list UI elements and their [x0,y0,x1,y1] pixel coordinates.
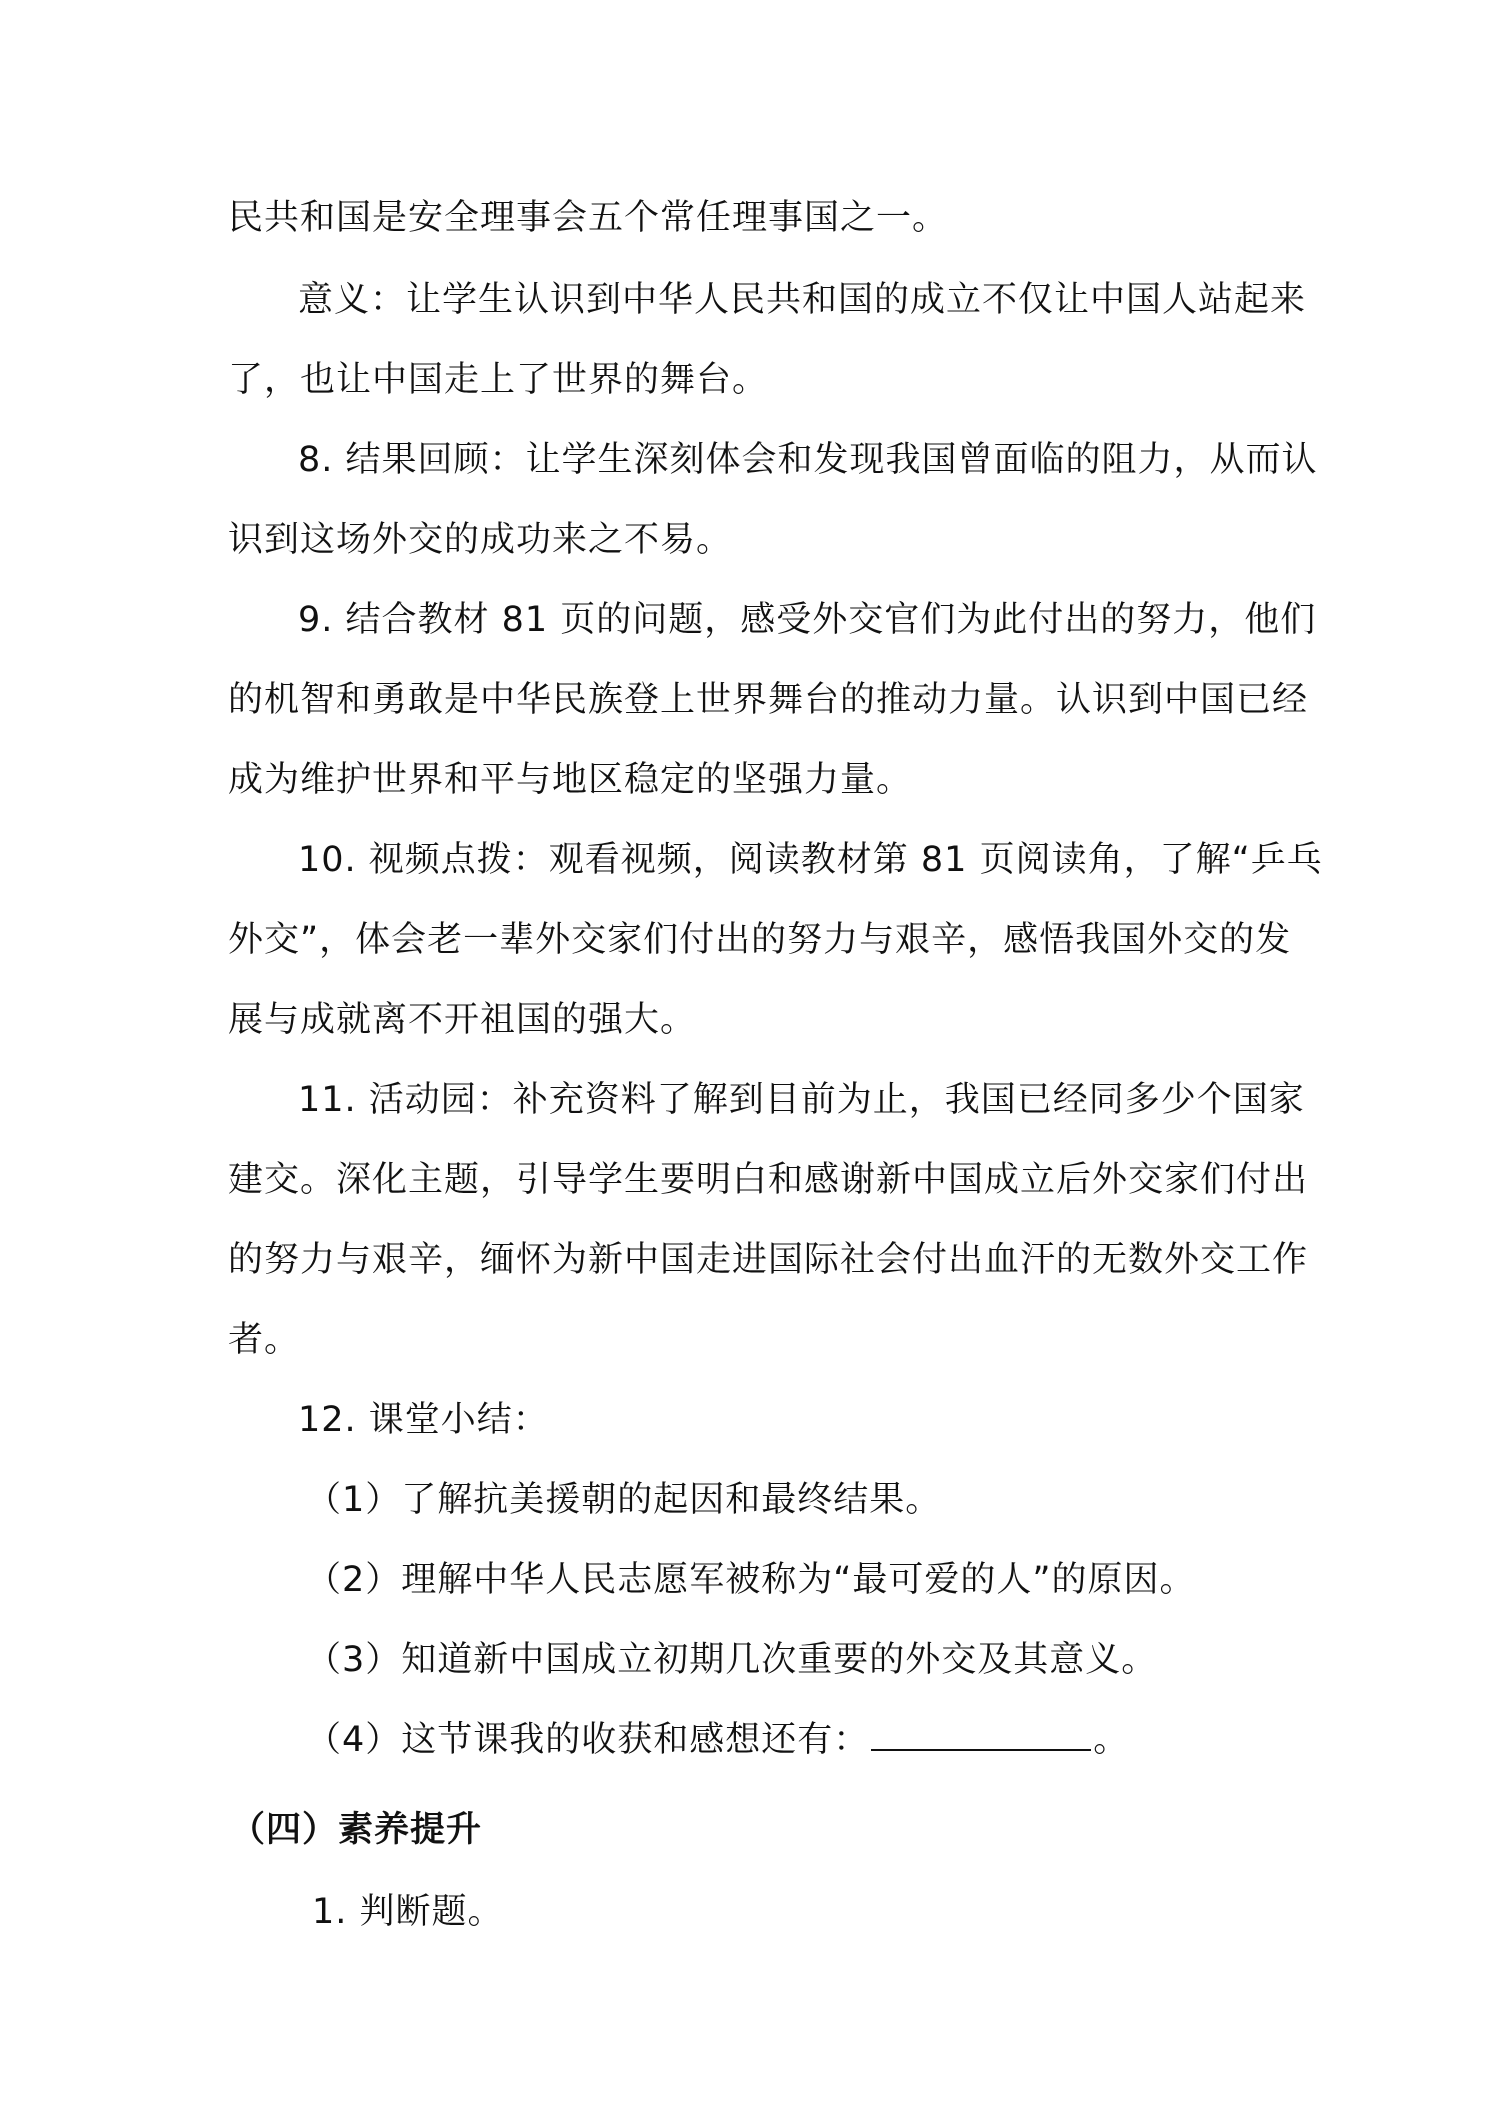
text-line: 识到这场外交的成功来之不易。 [228,520,733,560]
text-line: 8. 结果回顾：让学生深刻体会和发现我国曾面临的阻力，从而认 [298,440,1318,480]
text-line: 的努力与艰辛，缅怀为新中国走进国际社会付出血汗的无数外交工作 [228,1240,1309,1280]
text-line: 外交”，体会老一辈外交家们付出的努力与艰辛，感悟我国外交的发 [228,920,1292,960]
summary-item: （2）理解中华人民志愿军被称为“最可爱的人”的原因。 [306,1560,1196,1600]
text-line: 者。 [228,1320,301,1360]
text-line: 9. 结合教材 81 页的问题，感受外交官们为此付出的努力，他们 [298,600,1317,640]
text-line: 建交。深化主题，引导学生要明白和感谢新中国成立后外交家们付出 [228,1160,1309,1200]
text-line: 的机智和勇敢是中华民族登上世界舞台的推动力量。认识到中国已经 [228,680,1309,720]
text-line: 意义：让学生认识到中华人民共和国的成立不仅让中国人站起来 [298,280,1307,320]
section-heading: （四）素养提升 [230,1810,483,1850]
summary-item-end: 。 [1093,1720,1130,1760]
text-line: 1. 判断题。 [312,1892,504,1932]
text-line: 了，也让中国走上了世界的舞台。 [228,360,769,400]
text-line: 民共和国是安全理事会五个常任理事国之一。 [228,198,949,238]
text-line: 10. 视频点拨：观看视频，阅读教材第 81 页阅读角，了解“乒乓 [298,840,1323,880]
summary-item [306,1718,1129,1762]
summary-item: （1）了解抗美援朝的起因和最终结果。 [306,1480,942,1520]
answer-blank[interactable] [871,1719,1091,1751]
text-line: 11. 活动园：补充资料了解到目前为止，我国已经同多少个国家 [298,1080,1305,1120]
text-line: 成为维护世界和平与地区稳定的坚强力量。 [228,760,913,800]
summary-item-text: （4）这节课我的收获和感想还有： [306,1720,870,1760]
text-line: 展与成就离不开祖国的强大。 [228,1000,697,1040]
summary-item: （3）知道新中国成立初期几次重要的外交及其意义。 [306,1640,1158,1680]
summary-title: 12. 课堂小结： [298,1400,549,1440]
